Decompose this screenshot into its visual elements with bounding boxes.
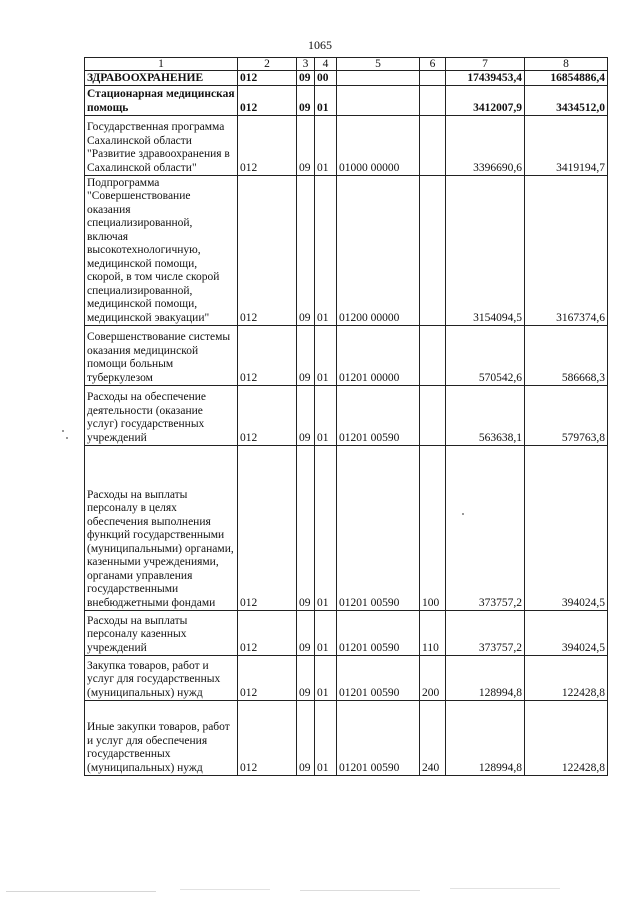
row-section-cell: 09	[297, 446, 315, 611]
row-subsection-cell: 01	[315, 116, 337, 176]
table-row	[85, 71, 608, 86]
row-expense-type-cell: 100	[420, 446, 446, 611]
row-admin-code-cell: 012	[238, 386, 297, 446]
scan-speck	[62, 430, 64, 432]
table-row	[85, 611, 608, 656]
table-row	[85, 326, 608, 386]
row-name-cell: Стационарная медицинская помощь	[85, 86, 238, 116]
row-section-cell: 09	[297, 116, 315, 176]
table-row	[85, 116, 608, 176]
table-row	[85, 386, 608, 446]
row-admin-code-cell: 012	[238, 176, 297, 326]
row-subsection-cell: 01	[315, 86, 337, 116]
table-row	[85, 446, 608, 611]
table-row	[85, 176, 608, 326]
header-cell: 6	[420, 58, 446, 71]
row-name-cell: Подпрограмма "Совершенствование оказания специализированной, включая высокотехнологичную, медицинской помощи, скорой, в том числе скорой специализированной, медицинской помощи, медицинской эвакуации"	[85, 176, 238, 326]
row-subsection-cell: 01	[315, 611, 337, 656]
row-name-cell: Расходы на выплаты персоналу казенных учреждений	[85, 611, 238, 656]
row-amount-year2-cell: 3167374,6	[525, 176, 608, 326]
row-section-cell: 09	[297, 71, 315, 86]
row-target-article-cell: 01201 00590	[337, 386, 420, 446]
header-cell: 8	[525, 58, 608, 71]
page-number: 1065	[308, 38, 332, 52]
header-cell: 1	[85, 58, 238, 71]
row-admin-code-cell: 012	[238, 611, 297, 656]
row-target-article-cell: 01201 00000	[337, 326, 420, 386]
row-amount-year2-cell: 579763,8	[525, 386, 608, 446]
row-target-article-cell: 01201 00590	[337, 446, 420, 611]
row-amount-year1-cell: 3412007,9	[446, 86, 525, 116]
row-admin-code-cell: 012	[238, 701, 297, 776]
table-row	[85, 656, 608, 701]
row-target-article-cell: 01201 00590	[337, 701, 420, 776]
row-expense-type-cell	[420, 386, 446, 446]
row-name-cell: Совершенствование системы оказания медицинской помощи больным туберкулезом	[85, 326, 238, 386]
row-amount-year1-cell: 128994,8	[446, 656, 525, 701]
row-target-article-cell	[337, 71, 420, 86]
row-expense-type-cell	[420, 326, 446, 386]
scan-speck	[462, 513, 464, 515]
row-amount-year2-cell: 3419194,7	[525, 116, 608, 176]
row-amount-year1-cell: 563638,1	[446, 386, 525, 446]
row-expense-type-cell	[420, 176, 446, 326]
header-cell: 7	[446, 58, 525, 71]
row-target-article-cell	[337, 86, 420, 116]
row-admin-code-cell: 012	[238, 656, 297, 701]
row-amount-year2-cell: 122428,8	[525, 656, 608, 701]
row-amount-year1-cell: 3154094,5	[446, 176, 525, 326]
row-admin-code-cell: 012	[238, 326, 297, 386]
header-cell: 5	[337, 58, 420, 71]
row-target-article-cell: 01200 00000	[337, 176, 420, 326]
scan-noise-line	[180, 889, 270, 890]
budget-table	[84, 57, 608, 776]
row-expense-type-cell	[420, 116, 446, 176]
row-target-article-cell: 01201 00590	[337, 656, 420, 701]
row-amount-year1-cell: 3396690,6	[446, 116, 525, 176]
row-section-cell: 09	[297, 176, 315, 326]
row-admin-code-cell: 012	[238, 116, 297, 176]
row-amount-year1-cell: 373757,2	[446, 446, 525, 611]
row-subsection-cell: 01	[315, 176, 337, 326]
header-cell: 3	[297, 58, 315, 71]
row-amount-year2-cell: 586668,3	[525, 326, 608, 386]
row-admin-code-cell: 012	[238, 71, 297, 86]
row-expense-type-cell: 110	[420, 611, 446, 656]
row-name-cell: Расходы на выплаты персоналу в целях обеспечения выполнения функций государственными (муниципальными) органами, казенными учреждениями, органами управления государственными внебюджетными фондами	[85, 446, 238, 611]
header-cell: 2	[238, 58, 297, 71]
row-amount-year1-cell: 128994,8	[446, 701, 525, 776]
row-section-cell: 09	[297, 701, 315, 776]
row-target-article-cell: 01000 00000	[337, 116, 420, 176]
row-expense-type-cell: 240	[420, 701, 446, 776]
row-name-cell: ЗДРАВООХРАНЕНИЕ	[85, 71, 238, 86]
row-subsection-cell: 01	[315, 386, 337, 446]
scan-speck	[66, 437, 68, 439]
row-amount-year1-cell: 17439453,4	[446, 71, 525, 86]
row-amount-year1-cell: 570542,6	[446, 326, 525, 386]
row-amount-year2-cell: 394024,5	[525, 611, 608, 656]
scan-noise-line	[300, 890, 420, 891]
row-amount-year2-cell: 16854886,4	[525, 71, 608, 86]
row-section-cell: 09	[297, 656, 315, 701]
row-section-cell: 09	[297, 386, 315, 446]
table-row	[85, 701, 608, 776]
scan-noise-line	[450, 888, 560, 889]
header-row	[85, 58, 608, 71]
row-section-cell: 09	[297, 611, 315, 656]
row-subsection-cell: 01	[315, 701, 337, 776]
row-section-cell: 09	[297, 326, 315, 386]
row-amount-year2-cell: 3434512,0	[525, 86, 608, 116]
row-admin-code-cell: 012	[238, 446, 297, 611]
row-expense-type-cell	[420, 71, 446, 86]
row-name-cell: Государственная программа Сахалинской области "Развитие здравоохранения в Сахалинской области"	[85, 116, 238, 176]
row-subsection-cell: 01	[315, 656, 337, 701]
row-name-cell: Закупка товаров, работ и услуг для государственных (муниципальных) нужд	[85, 656, 238, 701]
header-cell: 4	[315, 58, 337, 71]
scan-noise-line	[6, 891, 156, 892]
row-expense-type-cell	[420, 86, 446, 116]
row-subsection-cell: 00	[315, 71, 337, 86]
row-amount-year2-cell: 122428,8	[525, 701, 608, 776]
table-row	[85, 86, 608, 116]
row-target-article-cell: 01201 00590	[337, 611, 420, 656]
row-subsection-cell: 01	[315, 326, 337, 386]
row-name-cell: Расходы на обеспечение деятельности (оказание услуг) государственных учреждений	[85, 386, 238, 446]
row-name-cell: Иные закупки товаров, работ и услуг для обеспечения государственных (муниципальных) нужд	[85, 701, 238, 776]
row-expense-type-cell: 200	[420, 656, 446, 701]
row-subsection-cell: 01	[315, 446, 337, 611]
row-section-cell: 09	[297, 86, 315, 116]
row-amount-year2-cell: 394024,5	[525, 446, 608, 611]
row-admin-code-cell: 012	[238, 86, 297, 116]
row-amount-year1-cell: 373757,2	[446, 611, 525, 656]
